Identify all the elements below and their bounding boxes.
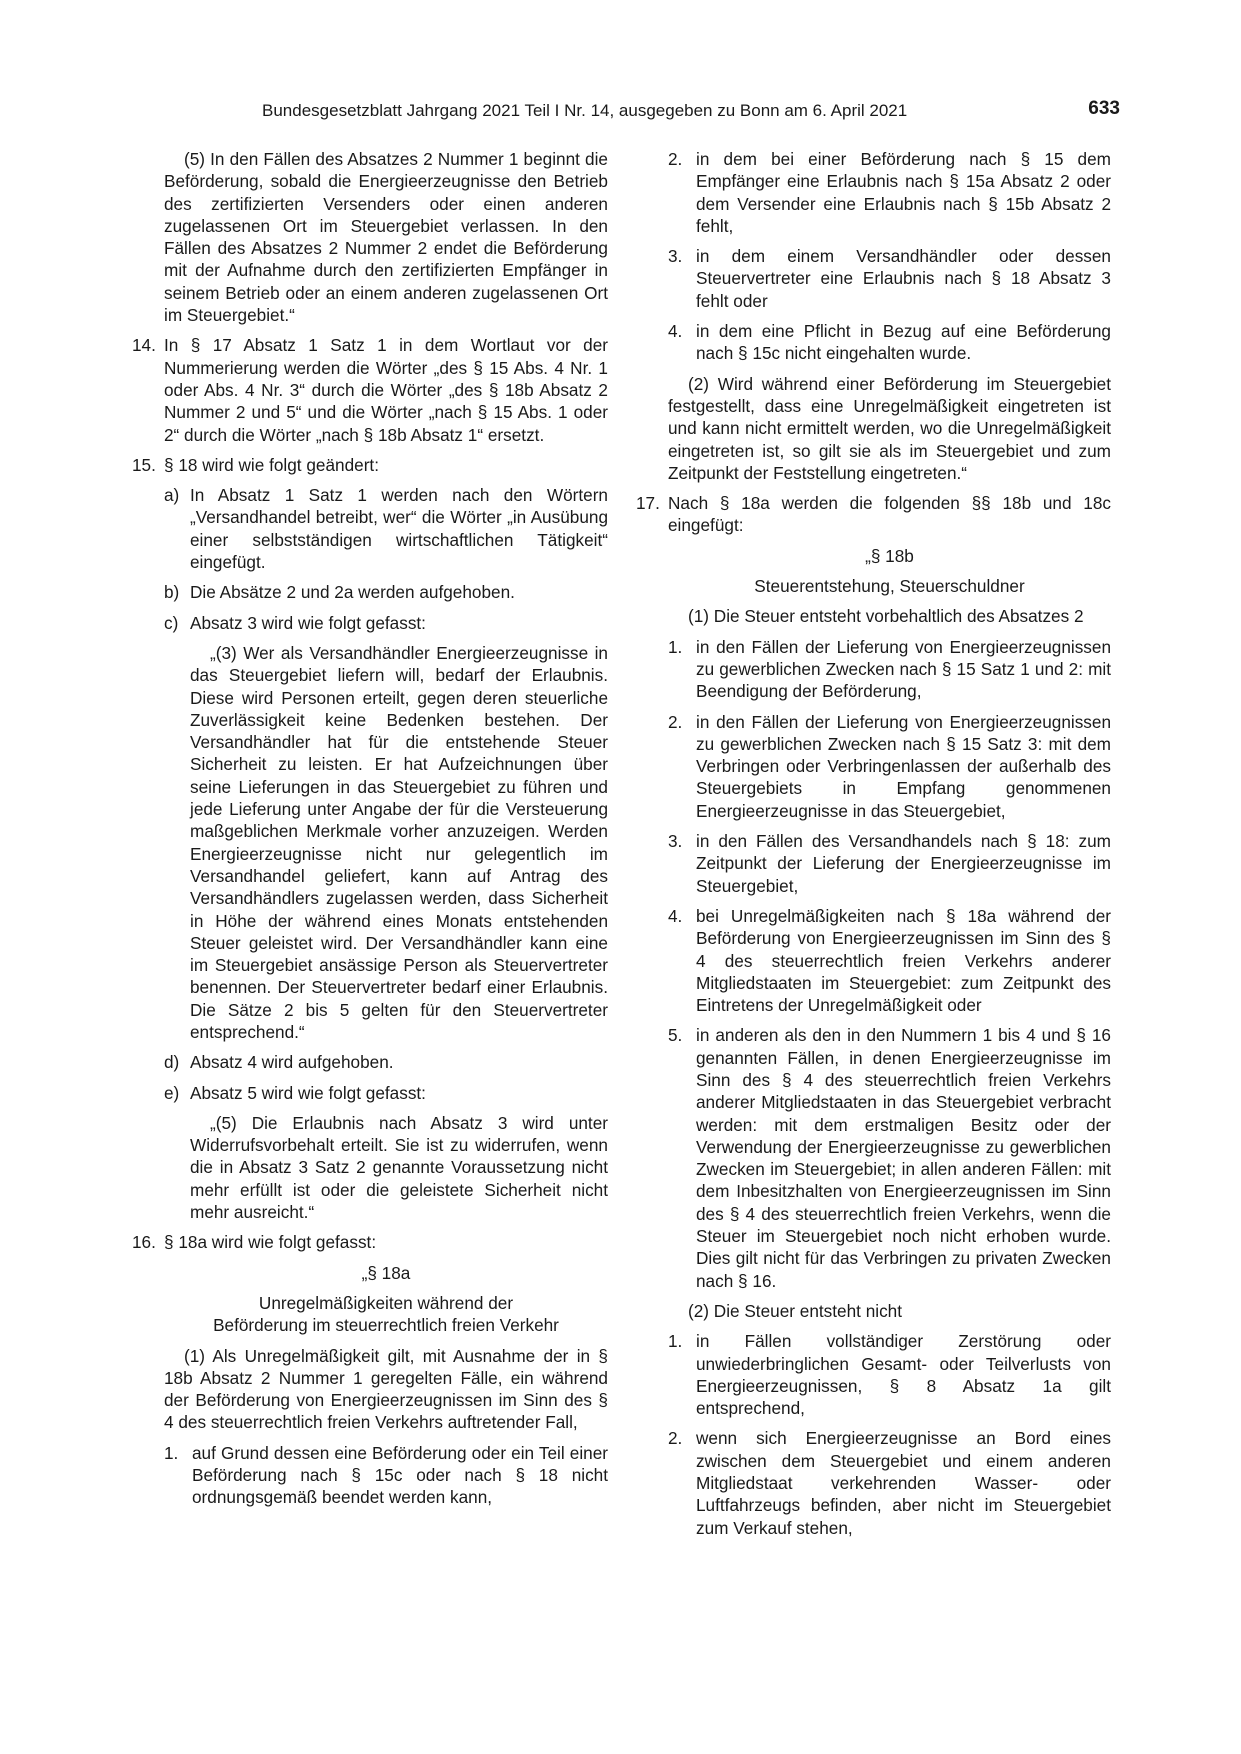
item-text: in dem bei einer Beförderung nach § 15 dem Empfänger eine Erlaubnis nach § 15a Absatz 2 oder dem Versender eine Erlaubnis nach § 15b Absatz 2 fehlt, [696, 149, 1111, 236]
item-number: 14. [132, 335, 156, 356]
section-18a-item-3 [668, 245, 1111, 312]
item-number: 15. [132, 454, 156, 475]
page-number: 633 [1088, 98, 1120, 119]
sub-item-a [132, 484, 608, 573]
sub-item-b [132, 581, 608, 603]
item-text: bei Unregelmäßigkeiten nach § 18a während der Beförderung von Energieerzeugnissen im Sinn des § 4 des steuerrechtlich freien Verkehrs anderer Mitgliedstaaten im Steuergebiet: zum Zeitpunkt des Eintretens der Unregelmäßigkeit oder [696, 905, 1111, 1016]
list-item-17 [636, 492, 1111, 537]
sub-item-d [132, 1051, 608, 1073]
section-heading: „§ 18b [865, 545, 914, 566]
right-column [636, 148, 1111, 1547]
item-text: Absatz 5 wird wie folgt gefasst: [190, 1082, 426, 1103]
section-18a-paragraph-1: (1) Als Unregelmäßigkeit gilt, mit Ausnahme der in § 18b Absatz 2 Nummer 1 geregelten Fälle, ein während der Beförderung von Energieerzeugnissen im Sinn des § 4 des steuerrechtlich freien Verkehrs auftretender Fall, [164, 1345, 608, 1433]
section-title-line-1: Unregelmäßigkeiten während der [258, 1292, 514, 1313]
item-number: 3. [668, 246, 683, 267]
item-text: in Fällen vollständiger Zerstörung oder unwiederbringlichen Gesamt- oder Teilverlusts von Energieerzeugnissen, § 8 Absatz 1a gilt entsprechend, [696, 1331, 1111, 1419]
item-text: Absatz 3 wird wie folgt gefasst: [190, 612, 426, 633]
item-text: in den Fällen der Lieferung von Energieerzeugnissen zu gewerblichen Zwecken nach § 15 Satz 3: mit dem Verbringen oder Verbringenlassen der außerhalb des Steuergebiets in Empfang genommenen Energieerzeugnisse in das Steuergebiet, [696, 711, 1111, 821]
item-number: 16. [132, 1232, 156, 1253]
section-18b-paragraph-2-item-1 [668, 1330, 1111, 1419]
item-text: in den Fällen des Versandhandels nach § 18: zum Zeitpunkt der Lieferung der Energieerzeugnisse im Steuergebiet, [696, 831, 1111, 896]
item-text: in den Fällen der Lieferung von Energieerzeugnissen zu gewerblichen Zwecken nach § 15 Satz 1 und 2: mit Beendigung der Beförderung, [696, 636, 1111, 702]
item-number: 4. [668, 905, 683, 926]
item-text: in dem eine Pflicht in Bezug auf eine Beförderung nach § 15c nicht eingehalten wurde. [696, 321, 1111, 364]
item-text: in anderen als den in den Nummern 1 bis 4 und § 16 genannten Fällen, in denen Energieerzeugnisse im Sinn des § 4 des steuerrechtlich freien Verkehrs anderer Mitgliedstaaten in das Steuergebiet verbracht werden: mit dem erstmaligen Besitz oder der Verwendung der Energieerzeugnisse zu gewerblichen Zwecken im Steuergebiet; in allen anderen Fällen: mit dem Inbesitzhalten von Energieerzeugnissen im Sinn des § 4 des steuerrechtlich freien Verkehrs, wenn die Steuer im Steuergebiet noch nicht erhoben wurde. Dies gilt nicht für das Verbringen zu privaten Zwecken nach § 16. [696, 1025, 1111, 1291]
item-letter: b) [164, 582, 180, 603]
item-number: 3. [668, 831, 683, 852]
gazette-title: Bundesgesetzblatt Jahrgang 2021 Teil I Nr. 14, ausgegeben zu Bonn am 6. April 2021 [262, 101, 908, 120]
list-item-15 [132, 454, 608, 476]
quote-text: „(5) Die Erlaubnis nach Absatz 3 wird unter Widerrufsvorbehalt erteilt. Sie ist zu widerrufen, wenn die in Absatz 3 Satz 2 genannte Voraussetzung nicht mehr erfüllt ist oder die geleistete Sicherheit nicht mehr ausreicht.“ [190, 1112, 608, 1223]
item-text: Nach § 18a werden die folgenden §§ 18b und 18c eingefügt: [668, 493, 1111, 536]
section-18b-paragraph-2: (2) Die Steuer entsteht nicht [688, 1300, 902, 1321]
left-column [132, 148, 608, 1517]
section-title-line-2: Beförderung im steuerrechtlich freien Verkehr [213, 1315, 559, 1336]
item-letter: a) [164, 485, 180, 506]
item-text: in dem einem Versandhändler oder dessen Steuervertreter eine Erlaubnis nach § 18 Absatz 3 fehlt oder [696, 246, 1111, 311]
sub-item-c [132, 612, 608, 634]
item-text: auf Grund dessen eine Beförderung oder ein Teil einer Beförderung nach § 15c oder nach § 18 nicht ordnungsgemäß beendet werden kann, [192, 1442, 608, 1508]
section-18b [636, 545, 1111, 1539]
item-number: 2. [668, 149, 683, 169]
item-text: § 18a wird wie folgt gefasst: [164, 1232, 377, 1253]
section-18b-item-1 [668, 636, 1111, 703]
item-letter: c) [164, 612, 179, 633]
item-letter: e) [164, 1082, 180, 1103]
section-18b-item-3 [668, 830, 1111, 897]
section-18b-item-5 [668, 1024, 1111, 1292]
section-18b-paragraph-1: (1) Die Steuer entsteht vorbehaltlich des Absatzes 2 [688, 606, 1084, 627]
item-text: § 18 wird wie folgt geändert: [164, 454, 379, 475]
item-number: 2. [668, 711, 683, 732]
item-text: In Absatz 1 Satz 1 werden nach den Wörtern „Versandhandel betreibt, wer“ die Wörter „in Ausübung einer selbstständigen wirtschaftlichen Tätigkeit“ eingefügt. [190, 485, 608, 573]
section-18a-item-1 [164, 1442, 608, 1509]
item-number: 2. [668, 1428, 683, 1449]
item-number: 5. [668, 1025, 683, 1046]
section-18a-item-2 [668, 148, 1111, 237]
section-18b-item-2 [668, 711, 1111, 822]
section-18a-paragraph-2: (2) Wird während einer Beförderung im Steuergebiet festgestellt, dass eine Unregelmäßigkeit eingetreten ist und kann nicht ermittelt werden, wo die Unregelmäßigkeit eingetreten ist, so gilt sie als im Steuergebiet und zum Zeitpunkt der Feststellung eingetreten.“ [668, 373, 1111, 483]
quote-text: „(3) Wer als Versandhändler Energieerzeugnisse in das Steuergebiet liefern will, bedarf der Erlaubnis. Diese wird Personen erteilt, gegen deren steuerliche Zuverlässigkeit keine Bedenken bestehen. Der Versandhändler hat für die entstehende Steuer Sicherheit zu leisten. Er hat Aufzeichnungen über seine Lieferungen in das Steuergebiet zu führen und jede Lieferung unter Angabe der für die Versteuerung maßgeblichen Merkmale vorher anzuzeigen. Werden Energieerzeugnisse nicht nur gelegentlich im Versandhandel geliefert, kann auf Antrag des Versandhändlers zugelassen werden, dass Sicherheit in Höhe der während eines Monats entstehenden Steuer geleistet wird. Der Versandhändler kann eine im Steuergebiet ansässige Person als Steuervertreter benennen. Der Steuervertreter bedarf einer Erlaubnis. Die Sätze 2 bis 5 gelten für den Steuervertreter entsprechend.“ [190, 642, 608, 1042]
section-18a-continued [636, 148, 1111, 484]
quoted-paragraph-5 [132, 1112, 608, 1223]
section-18b-paragraph-2-item-2 [668, 1427, 1111, 1538]
section-title: Steuerentstehung, Steuerschuldner [754, 576, 1025, 597]
section-18a-item-4 [668, 320, 1111, 365]
quoted-paragraph-3 [132, 642, 608, 1043]
list-item-16 [132, 1231, 608, 1253]
item-text: In § 17 Absatz 1 Satz 1 in dem Wortlaut vor der Nummerierung werden die Wörter „des § 15 Abs. 4 Nr. 1 oder Abs. 4 Nr. 3“ durch die Wörter „des § 18b Absatz 2 Nummer 2 und 5“ und die Wörter „nach § 15 Abs. 1 oder 2“ durch die Wörter „nach § 18b Absatz 1“ ersetzt. [164, 335, 608, 445]
sub-item-e [132, 1082, 608, 1104]
item-number: 1. [668, 636, 683, 657]
item-number: 1. [164, 1442, 179, 1463]
paragraph-5: (5) In den Fällen des Absatzes 2 Nummer 1 beginnt die Beförderung, sobald die Energieerzeugnisse den Betrieb des zertifizierten Versenders oder einen anderen zugelassenen Ort im Steuergebiet verlassen. In den Fällen des Absatzes 2 Nummer 2 endet die Beförderung mit der Aufnahme durch den zertifizierten Empfänger in seinem Betrieb oder an einem anderen zugelassenen Ort im Steuergebiet.“ [164, 149, 608, 326]
item-number: 1. [668, 1331, 683, 1352]
section-18a [132, 1262, 608, 1509]
item-text: wenn sich Energieerzeugnisse an Bord eines zwischen dem Steuergebiet und einem anderen Mitgliedstaat verkehrenden Wasser- oder Luftfahrzeugs befinden, aber nicht im Steuergebiet zum Verkauf stehen, [696, 1428, 1111, 1538]
item-number: 4. [668, 321, 683, 342]
item-letter: d) [164, 1052, 180, 1073]
section-18b-item-4 [668, 905, 1111, 1016]
list-item-14 [132, 334, 608, 445]
item-number: 17. [636, 493, 660, 514]
item-text: Die Absätze 2 und 2a werden aufgehoben. [190, 582, 515, 603]
item-text: Absatz 4 wird aufgehoben. [190, 1052, 394, 1073]
section-heading: „§ 18a [361, 1262, 411, 1283]
